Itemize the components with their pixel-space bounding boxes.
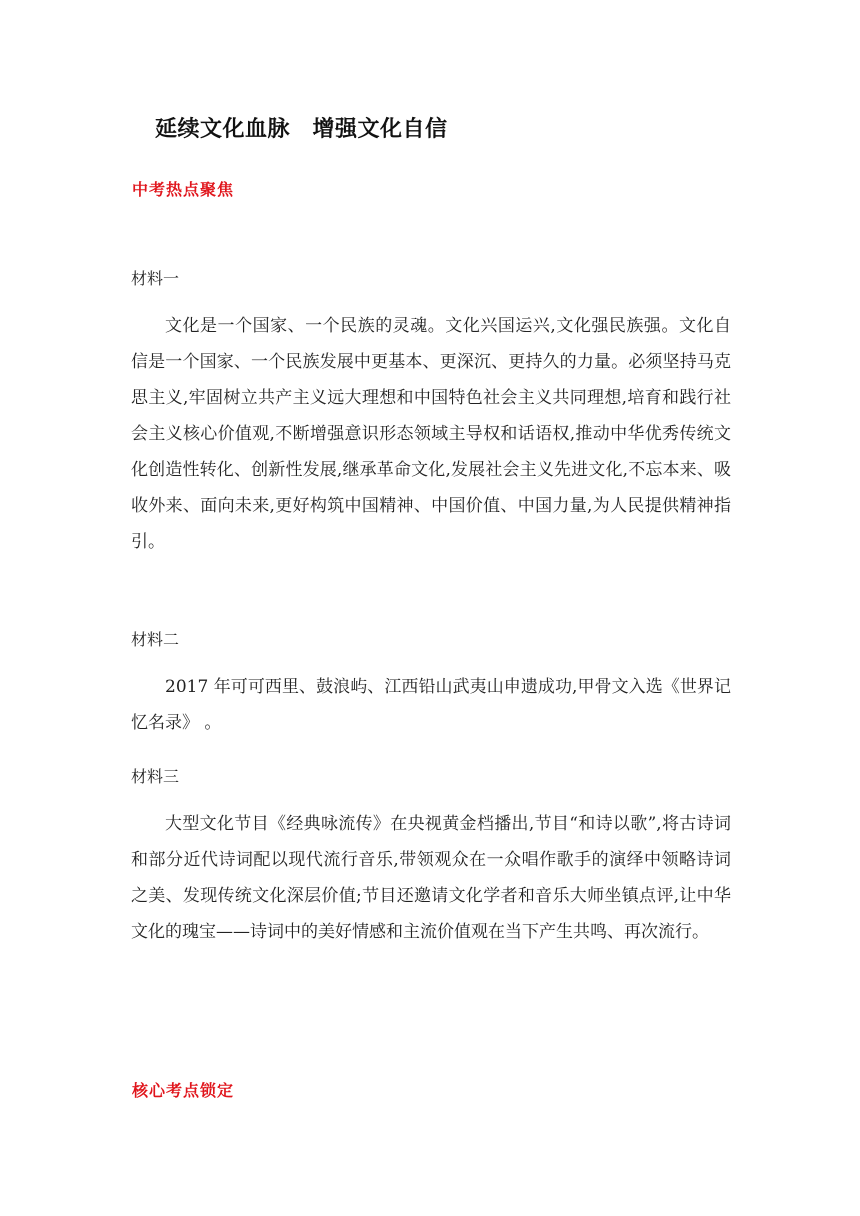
material-paragraph-2: 2017 年可可西里、鼓浪屿、江西铅山武夷山申遗成功,甲骨文入选《世界记忆名录》 。 — [131, 677, 731, 733]
material-label-1: 材料一 — [131, 269, 180, 288]
material-label-3: 材料三 — [131, 767, 180, 786]
material-label-2: 材料二 — [131, 630, 180, 649]
section-heading-core-points: 核心考点锁定 — [132, 1081, 235, 1100]
section-heading-hot-topics: 中考热点聚焦 — [132, 180, 235, 199]
material-paragraph-1: 文化是一个国家、一个民族的灵魂。文化兴国运兴,文化强民族强。文化自信是一个国家、一个民族发展中更基本、更深沉、更持久的力量。必须坚持马克思主义,牢固树立共产主义远大理想和中国特色社会主义共同理想,培育和践行社会主义核心价值观,不断增强意识形态领域主导权和话语权,推动中华优秀传统文化创造性转化、创新性发展,继承革命文化,发展社会主义先进文化,不忘本来、吸收外来、面向未来,更好构筑中国精神、中国价值、中国力量,为人民提供精神指引。 — [131, 316, 731, 552]
page-title: 延续文化血脉 增强文化自信 — [155, 117, 448, 142]
material-paragraph-3: 大型文化节目《经典咏流传》在央视黄金档播出,节目“和诗以歌”,将古诗词和部分近代诗词配以现代流行音乐,带领观众在一众唱作歌手的演绎中领略诗词之美、发现传统文化深层价值;节目还邀请文化学者和音乐大师坐镇点评,让中华文化的瑰宝——诗词中的美好情感和主流价值观在当下产生共鸣、再次流行。 — [131, 814, 731, 942]
